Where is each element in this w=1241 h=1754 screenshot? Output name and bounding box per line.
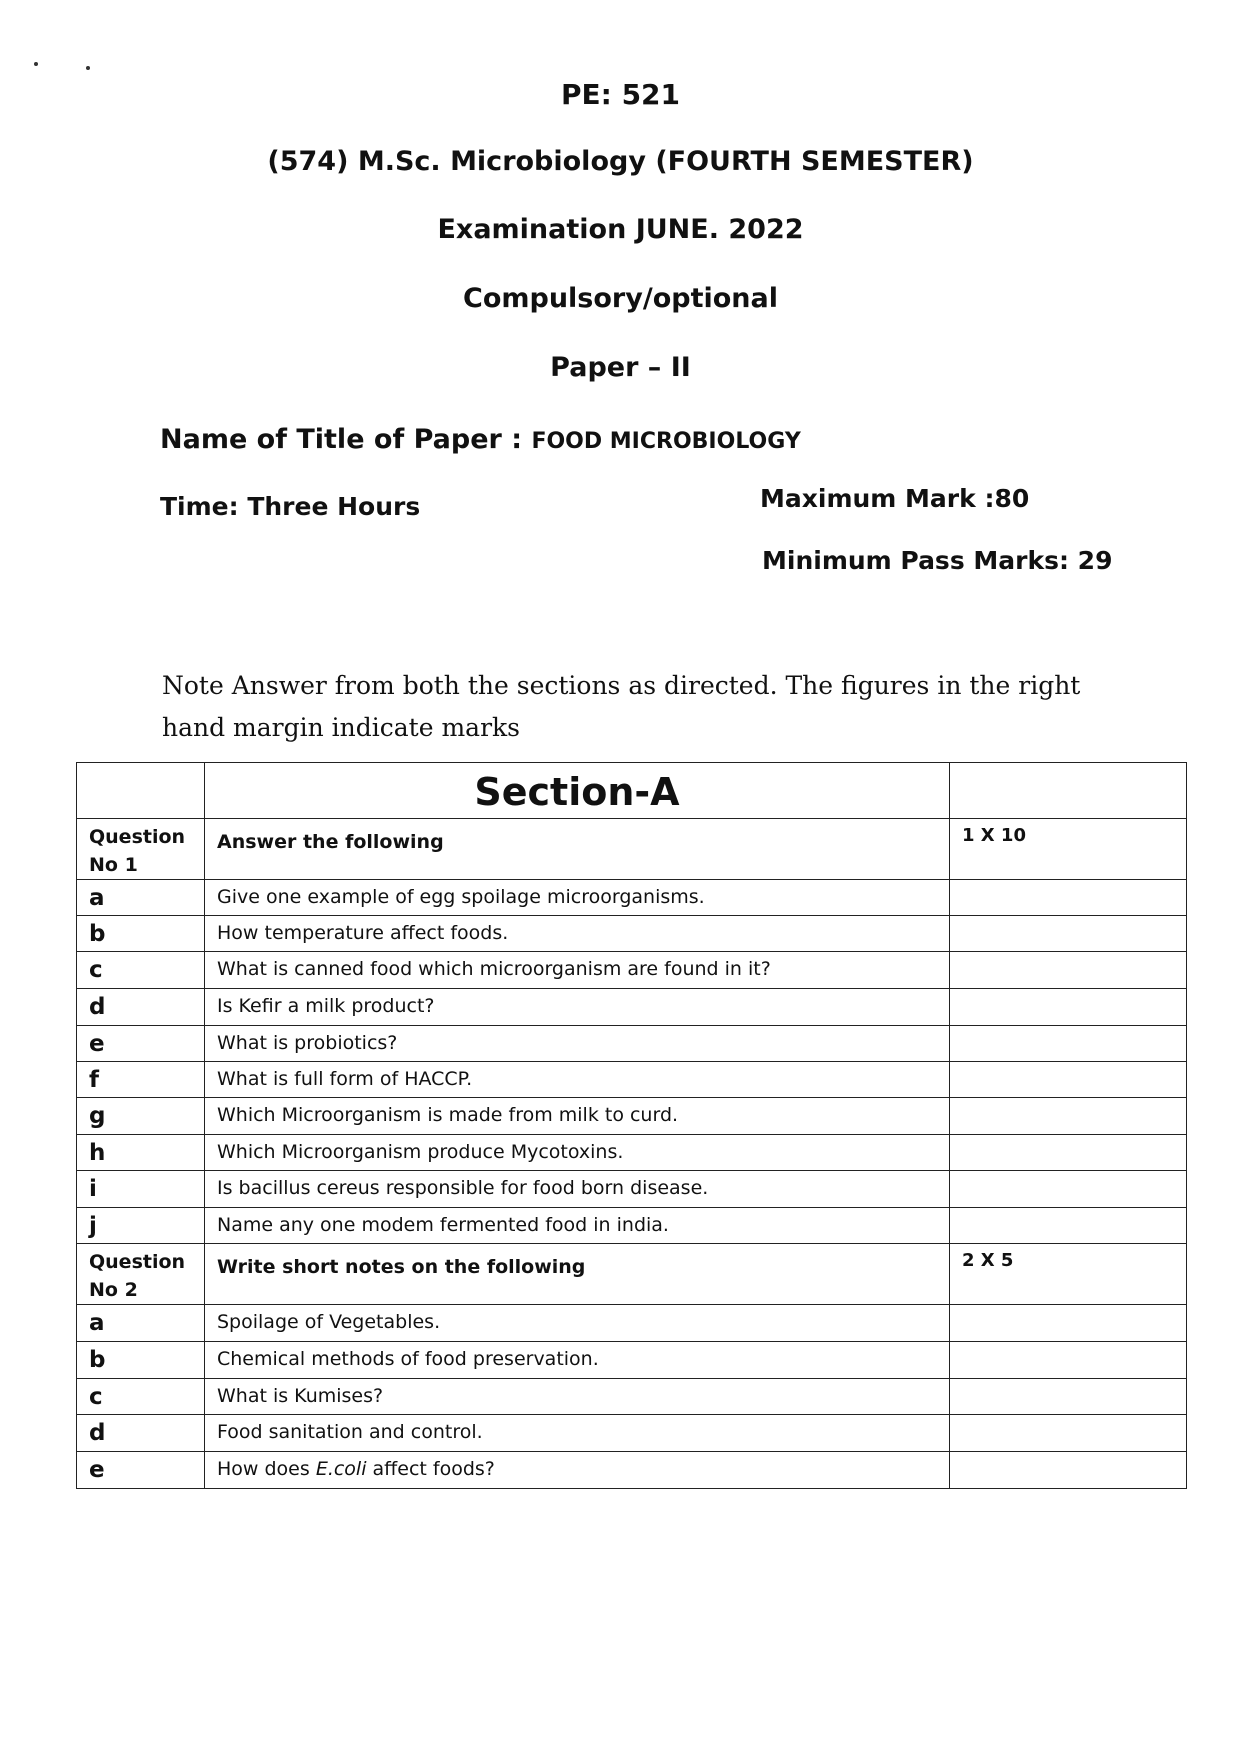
marks-cell xyxy=(950,989,1187,1026)
item-letter: c xyxy=(77,1379,205,1415)
item-text: How temperature affect foods. xyxy=(205,916,950,952)
paper-type: Compulsory/optional xyxy=(463,283,778,314)
item-text: Is Kefir a milk product? xyxy=(205,989,950,1026)
item-text: Chemical methods of food preservation. xyxy=(205,1342,950,1379)
paper-code: PE: 521 xyxy=(560,78,681,111)
item-letter: d xyxy=(77,1415,205,1452)
item-text: What is probiotics? xyxy=(205,1026,950,1062)
item-letter: b xyxy=(77,916,205,952)
item-text: Is bacillus cereus responsible for food born disease. xyxy=(205,1171,950,1208)
exam-session: Examination JUNE. 2022 xyxy=(437,214,804,245)
table-row xyxy=(77,1305,1187,1342)
question-2-marks: 2 X 5 xyxy=(950,1244,1187,1305)
marks-cell xyxy=(950,1208,1187,1244)
item-text: Which Microorganism produce Mycotoxins. xyxy=(205,1135,950,1171)
section-header-row xyxy=(77,763,1187,819)
question-header-row xyxy=(77,819,1187,880)
table-row xyxy=(77,1208,1187,1244)
maximum-marks: Maximum Mark :80 xyxy=(760,484,1030,513)
question-header-row xyxy=(77,1244,1187,1305)
marks-cell xyxy=(950,1379,1187,1415)
question-1-marks: 1 X 10 xyxy=(950,819,1187,880)
question-1-heading: Answer the following xyxy=(205,819,950,880)
table-row xyxy=(77,1379,1187,1415)
table-row xyxy=(77,1171,1187,1208)
item-text: What is canned food which microorganism are found in it? xyxy=(205,952,950,989)
paper-title xyxy=(160,424,801,455)
item-text: What is full form of HACCP. xyxy=(205,1062,950,1098)
item-text xyxy=(205,1452,950,1489)
table-row xyxy=(77,1026,1187,1062)
table-row xyxy=(77,1452,1187,1489)
table-row xyxy=(77,916,1187,952)
item-letter: g xyxy=(77,1098,205,1135)
item-letter: e xyxy=(77,1452,205,1489)
item-letter: c xyxy=(77,952,205,989)
item-letter: j xyxy=(77,1208,205,1244)
paper-number: Paper – II xyxy=(550,352,691,383)
table-row xyxy=(77,1415,1187,1452)
marks-cell xyxy=(950,1135,1187,1171)
item-text: What is Kumises? xyxy=(205,1379,950,1415)
marks-cell xyxy=(950,1305,1187,1342)
question-table xyxy=(76,762,1187,1489)
item-letter: d xyxy=(77,989,205,1026)
item-text: Food sanitation and control. xyxy=(205,1415,950,1452)
marks-cell xyxy=(950,1171,1187,1208)
marks-cell xyxy=(950,880,1187,916)
question-2-heading: Write short notes on the following xyxy=(205,1244,950,1305)
table-row xyxy=(77,952,1187,989)
item-text: Give one example of egg spoilage microorganisms. xyxy=(205,880,950,916)
instructions-note: Note Answer from both the sections as directed. The figures in the right hand margin indicate marks xyxy=(162,671,1081,742)
scan-speck xyxy=(34,62,38,66)
table-row xyxy=(77,1098,1187,1135)
item-letter: e xyxy=(77,1026,205,1062)
marks-cell xyxy=(950,1452,1187,1489)
item-text: Which Microorganism is made from milk to curd. xyxy=(205,1098,950,1135)
empty-cell xyxy=(950,763,1187,819)
table-row xyxy=(77,1342,1187,1379)
marks-cell xyxy=(950,1026,1187,1062)
question-2-label: Question No 2 xyxy=(77,1244,205,1305)
item-letter: i xyxy=(77,1171,205,1208)
item-text: Spoilage of Vegetables. xyxy=(205,1305,950,1342)
table-row xyxy=(77,1062,1187,1098)
item-text: Name any one modem fermented food in india. xyxy=(205,1208,950,1244)
marks-cell xyxy=(950,916,1187,952)
marks-cell xyxy=(950,952,1187,989)
item-letter: b xyxy=(77,1342,205,1379)
item-text-after: affect foods? xyxy=(366,1458,495,1480)
table-row xyxy=(77,880,1187,916)
scan-speck xyxy=(86,66,90,70)
marks-cell xyxy=(950,1098,1187,1135)
minimum-pass-marks: Minimum Pass Marks: 29 xyxy=(762,546,1113,575)
question-1-label: Question No 1 xyxy=(77,819,205,880)
item-letter: h xyxy=(77,1135,205,1171)
empty-cell xyxy=(77,763,205,819)
paper-title-value: FOOD MICROBIOLOGY xyxy=(531,429,801,454)
item-letter: f xyxy=(77,1062,205,1098)
course-title: (574) M.Sc. Microbiology (FOURTH SEMESTER) xyxy=(267,146,974,177)
table-row xyxy=(77,989,1187,1026)
marks-cell xyxy=(950,1415,1187,1452)
paper-title-label: Name of Title of Paper : xyxy=(160,424,532,455)
item-text-italic: E.coli xyxy=(315,1458,367,1480)
table-row xyxy=(77,1135,1187,1171)
time-allowed: Time: Three Hours xyxy=(160,492,421,521)
item-text-before: How does xyxy=(217,1458,316,1480)
marks-cell xyxy=(950,1062,1187,1098)
item-letter: a xyxy=(77,880,205,916)
marks-cell xyxy=(950,1342,1187,1379)
section-title: Section-A xyxy=(205,763,950,819)
item-letter: a xyxy=(77,1305,205,1342)
